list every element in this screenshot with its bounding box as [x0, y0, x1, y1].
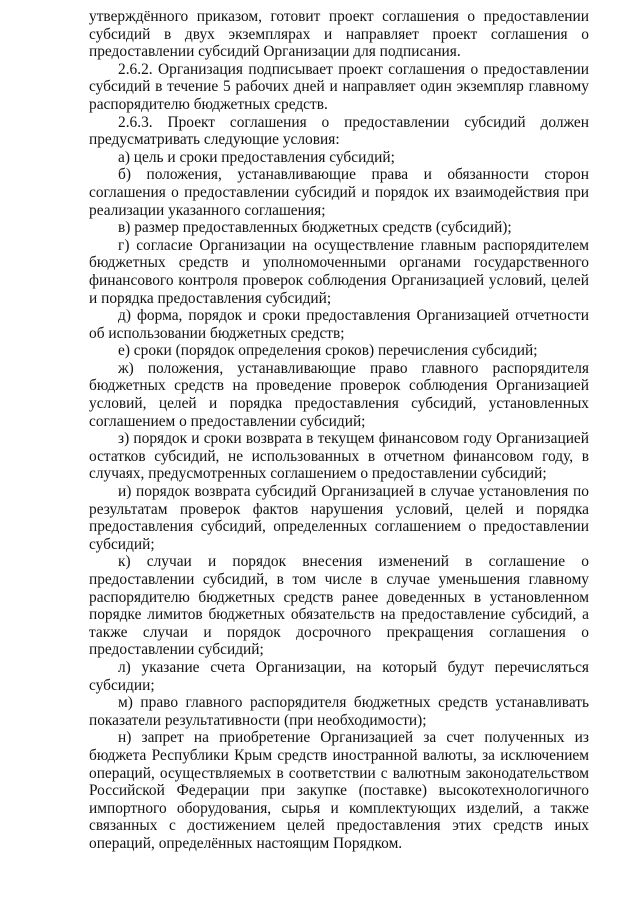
list-item-a: а) цель и сроки предоставления субсидий; [118, 148, 395, 166]
list-item-l: л) указание счета Организации, на который будут перечисляться субсидии; [89, 658, 589, 694]
paragraph-continuation: утверждённого приказом, готовит проект соглашения о предоставлении субсидий в двух экземплярах и направляет проект соглашения о предоставлении субсидий Организации для подписания. [89, 8, 589, 61]
list-item-g: г) согласие Организации на осуществление главным распорядителем бюджетных средств и уполномоченными органами государственного финансового контроля проверок соблюдения Организацией условий, целей и порядка предоставления субсидий; [89, 236, 589, 307]
paragraph-2-6-2: 2.6.2. Организация подписывает проект соглашения о предоставлении субсидий в течение 5 рабочих дней и направляет один экземпляр главному распорядителю бюджетных средств. [89, 60, 589, 113]
list-item-b: б) положения, устанавливающие права и обязанности сторон соглашения о предоставлении субсидий и порядок их взаимодействия при реализации указанного соглашения; [89, 166, 589, 219]
list-item-zh: ж) положения, устанавливающие право главного распорядителя бюджетных средств на проведение проверок соблюдения Организацией условий, целей и порядка предоставления субсидий, установленных соглашением о предоставлении субсидий; [89, 359, 589, 430]
list-item-m: м) право главного распорядителя бюджетных средств устанавливать показатели результативности (при необходимости); [89, 694, 589, 729]
document-body [89, 8, 589, 853]
list-item-i: и) порядок возврата субсидий Организацией в случае установления по результатам проверок фактов нарушения условий, целей и порядка предоставления субсидий, определенных соглашением о предоставлении субсидий; [89, 483, 589, 553]
list-item-v: в) размер предоставленных бюджетных средств (субсидий); [118, 219, 512, 237]
list-item-z: з) порядок и сроки возврата в текущем финансовом году Организацией остатков субсидий, не использованных в отчетном финансовом году, в случаях, предусмотренных соглашением о предоставлении субсидий; [89, 430, 589, 483]
list-item-k: к) случаи и порядок внесения изменений в соглашение о предоставлении субсидий, в том числе в случае уменьшения главному распорядителю бюджетных средств ранее доведенных в установленном порядке лимитов бюджетных обязательств на предоставление субсидий, а также случаи и порядок досрочного прекращения соглашения о предоставлении субсидий; [89, 553, 589, 659]
list-item-n: н) запрет на приобретение Организацией за счет полученных из бюджета Республики Крым средств иностранной валюты, за исключением операций, осуществляемых в соответствии с валютным законодательством Российской Федерации при закупке (поставке) высокотехнологичного импортного оборудования, сырья и комплектующих изделий, а также связанных с достижением целей предоставления этих средств иных операций, определённых настоящим Порядком. [89, 729, 589, 852]
list-item-e: е) сроки (порядок определения сроков) перечисления субсидий; [118, 342, 538, 360]
paragraph-2-6-3: 2.6.3. Проект соглашения о предоставлении субсидий должен предусматривать следующие условия: [89, 113, 589, 149]
list-item-d: д) форма, порядок и сроки предоставления Организацией отчетности об использовании бюджетных средств; [89, 307, 589, 342]
